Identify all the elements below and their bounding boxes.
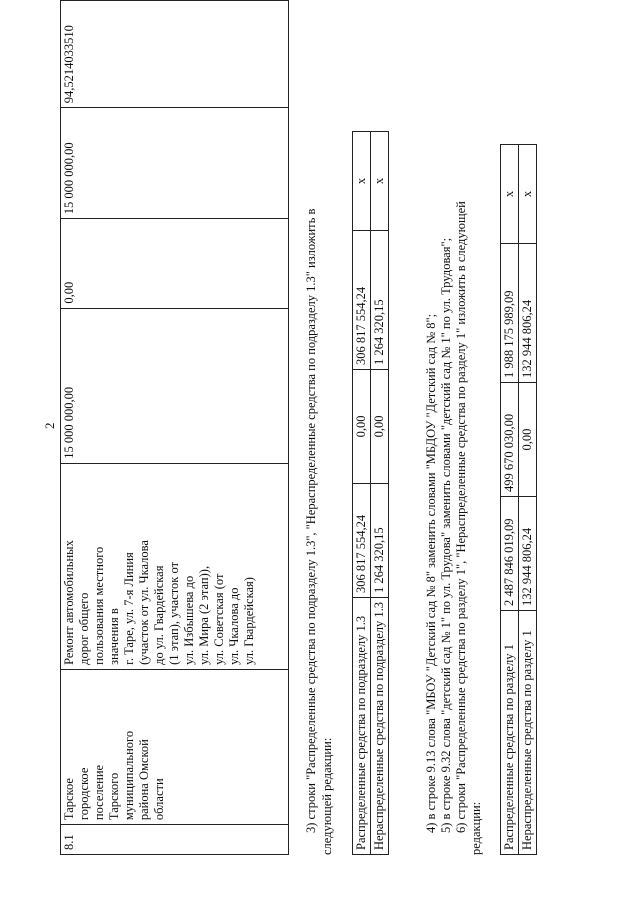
value-cell: 0,00 [353,369,371,483]
value-cell: х [501,145,519,244]
value-cell: 15 000 000,00 [61,108,289,219]
value-cell: 0,00 [61,219,289,308]
row-label: Нераспределенные средства по разделу 1 [519,611,537,855]
paragraph-5: 5) в строке 9.32 слова "детский сад № 1" по ул. Трудова" заменить словами "детский сад № 1" по ул. Трудовая"; [439,237,453,833]
value-cell: 0,00 [371,369,389,483]
value-cell: 499 670 030,00 [501,383,519,497]
paragraph-6-line-1: 6) строки "Распределенные средства по разделу 1", "Нераспределенные средства по разделу 1" изложить в следующей [454,201,468,833]
value-cell: 132 944 806,24 [519,244,537,383]
paragraph-3-line-2: следующей редакции: [320,737,334,855]
row-number: 8.1 [61,825,289,855]
row-label: Нераспределенные средства по подразделу 1.3 [371,597,389,854]
table-row [61,1,289,855]
value-cell: 15 000 000,00 [61,308,289,463]
value-cell: 306 817 554,24 [353,230,371,369]
value-cell: 0,00 [519,383,537,497]
row-label: Распределенные средства по разделу 1 [501,611,519,855]
value-cell: 2 487 846 019,09 [501,497,519,611]
subsection-1-3-totals-table [352,131,389,855]
row-label: Распределенные средства по подразделу 1.3 [353,597,371,854]
table-row [371,131,389,854]
paragraph-6-line-2: редакции: [469,801,483,855]
table-row [519,145,537,855]
value-cell: х [353,131,371,230]
table-row [353,131,371,854]
municipality-cell: Тарское городское поселение Тарского муниципального района Омской области [61,669,289,824]
paragraph-4: 4) в строке 9.13 слова "МБОУ "Детский сад № 8" заменить словами "МБДОУ "Детский сад № 8"; [424,313,438,833]
value-cell: х [519,145,537,244]
table-row [501,145,519,855]
object-cell: Ремонт автомобильных дорог общего пользования местного значения в г. Таре, ул. 7-я Линия (участок от ул. Чкалова до ул. Гвардейская (1 этап), участок от ул. Избышева до ул. Мира (2 этап)), ул. Советская (от ул. Чкалова до ул. Гвардейская) [61,463,289,669]
value-cell: 132 944 806,24 [519,497,537,611]
page-number: 2 [42,422,57,429]
value-cell: 1 988 175 989,09 [501,244,519,383]
value-cell: 1 264 320,15 [371,483,389,597]
value-cell: 306 817 554,24 [353,483,371,597]
value-cell: х [371,131,389,230]
value-cell: 94,5214033510 [61,1,289,108]
road-table [60,0,289,855]
value-cell: 1 264 320,15 [371,230,389,369]
section-1-totals-table [500,144,537,855]
paragraph-3-line-1: 3) строки "Распределенные средства по подразделу 1.3", "Нераспределенные средства по подразделу 1.3" изложить в [304,208,318,833]
